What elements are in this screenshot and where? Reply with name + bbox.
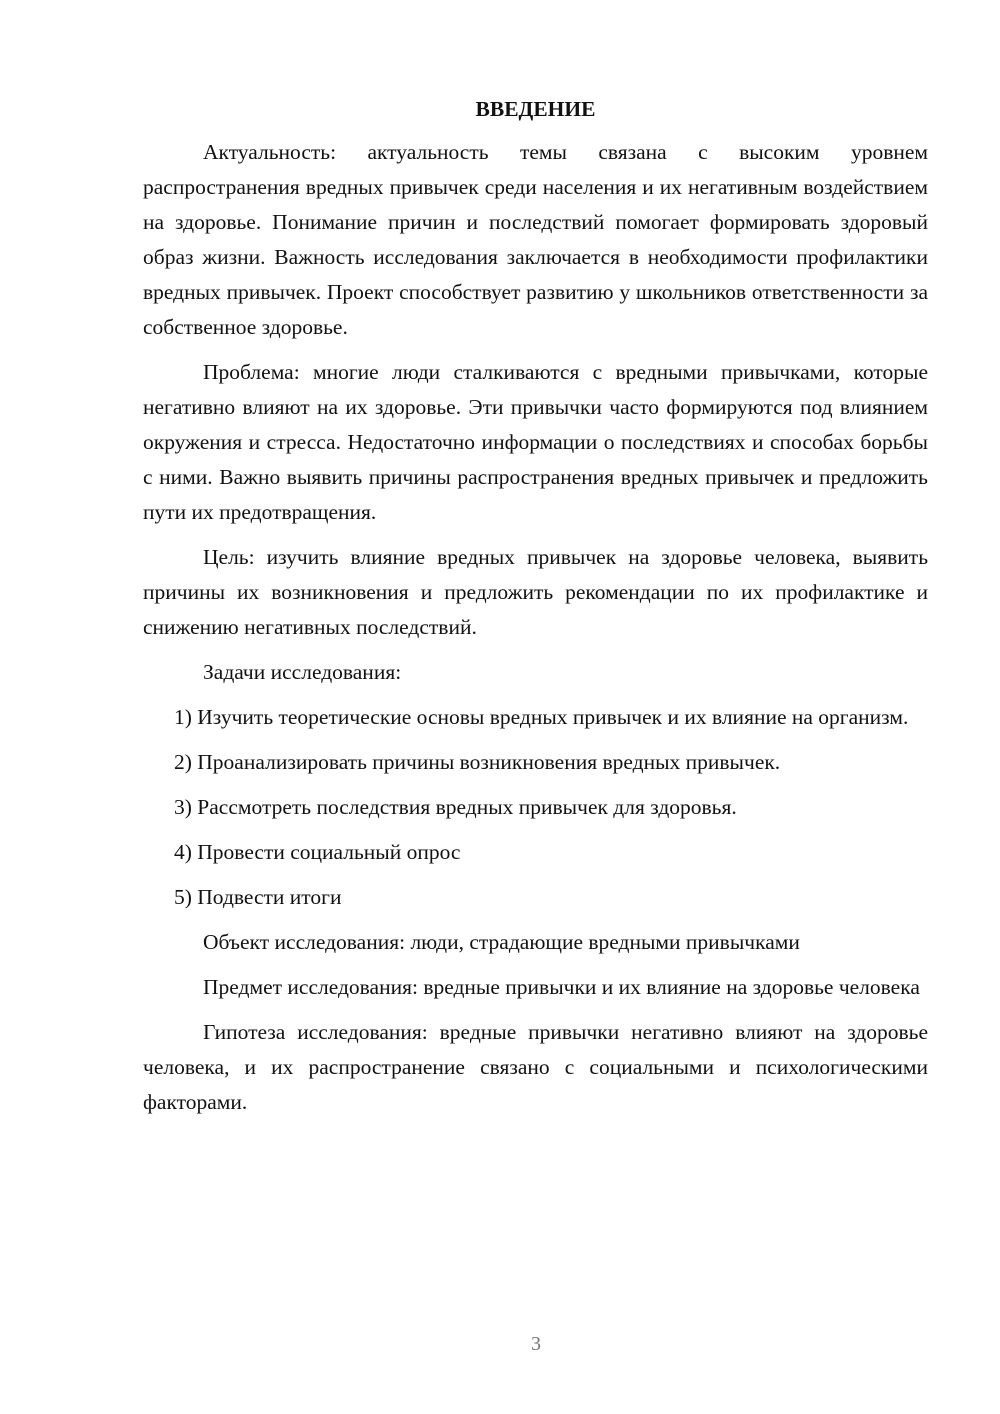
task-item: 1) Изучить теоретические основы вредных привычек и их влияние на организм. bbox=[174, 705, 909, 729]
problem-paragraph: Проблема: многие люди сталкиваются с вредными привычками, которые негативно влияют на их здоровье. Эти привычки часто формируются под влиянием окружения и стресса. Недостаточно информации о последствиях и способах борьбы с ними. Важно выявить причины распространения вредных привычек и предложить пути их предотвращения. bbox=[143, 360, 928, 524]
task-item: 4) Провести социальный опрос bbox=[174, 840, 461, 864]
hypothesis-paragraph: Гипотеза исследования: вредные привычки негативно влияют на здоровье человека, и их распространение связано с социальными и психологическими факторами. bbox=[143, 1020, 928, 1114]
tasks-heading: Задачи исследования: bbox=[203, 660, 402, 684]
object-paragraph: Объект исследования: люди, страдающие вредными привычками bbox=[203, 930, 800, 954]
page-title: ВВЕДЕНИЕ bbox=[475, 97, 596, 121]
relevance-paragraph: Актуальность: актуальность темы связана с высоким уровнем распространения вредных привычек среди населения и их негативным воздействием на здоровье. Понимание причин и последствий помогает формировать здоровый образ жизни. Важность исследования заключается в необходимости профилактики вредных привычек. Проект способствует развитию у школьников ответственности за собственное здоровье. bbox=[143, 140, 928, 339]
task-item: 2) Проанализировать причины возникновения вредных привычек. bbox=[174, 750, 781, 774]
subject-paragraph: Предмет исследования: вредные привычки и их влияние на здоровье человека bbox=[203, 975, 920, 999]
document-body bbox=[143, 92, 928, 1130]
goal-paragraph: Цель: изучить влияние вредных привычек на здоровье человека, выявить причины их возникновения и предложить рекомендации по их профилактике и снижению негативных последствий. bbox=[143, 545, 928, 639]
page-number: 3 bbox=[531, 1333, 541, 1355]
task-item: 3) Рассмотреть последствия вредных привычек для здоровья. bbox=[174, 795, 737, 819]
task-item: 5) Подвести итоги bbox=[174, 885, 342, 909]
